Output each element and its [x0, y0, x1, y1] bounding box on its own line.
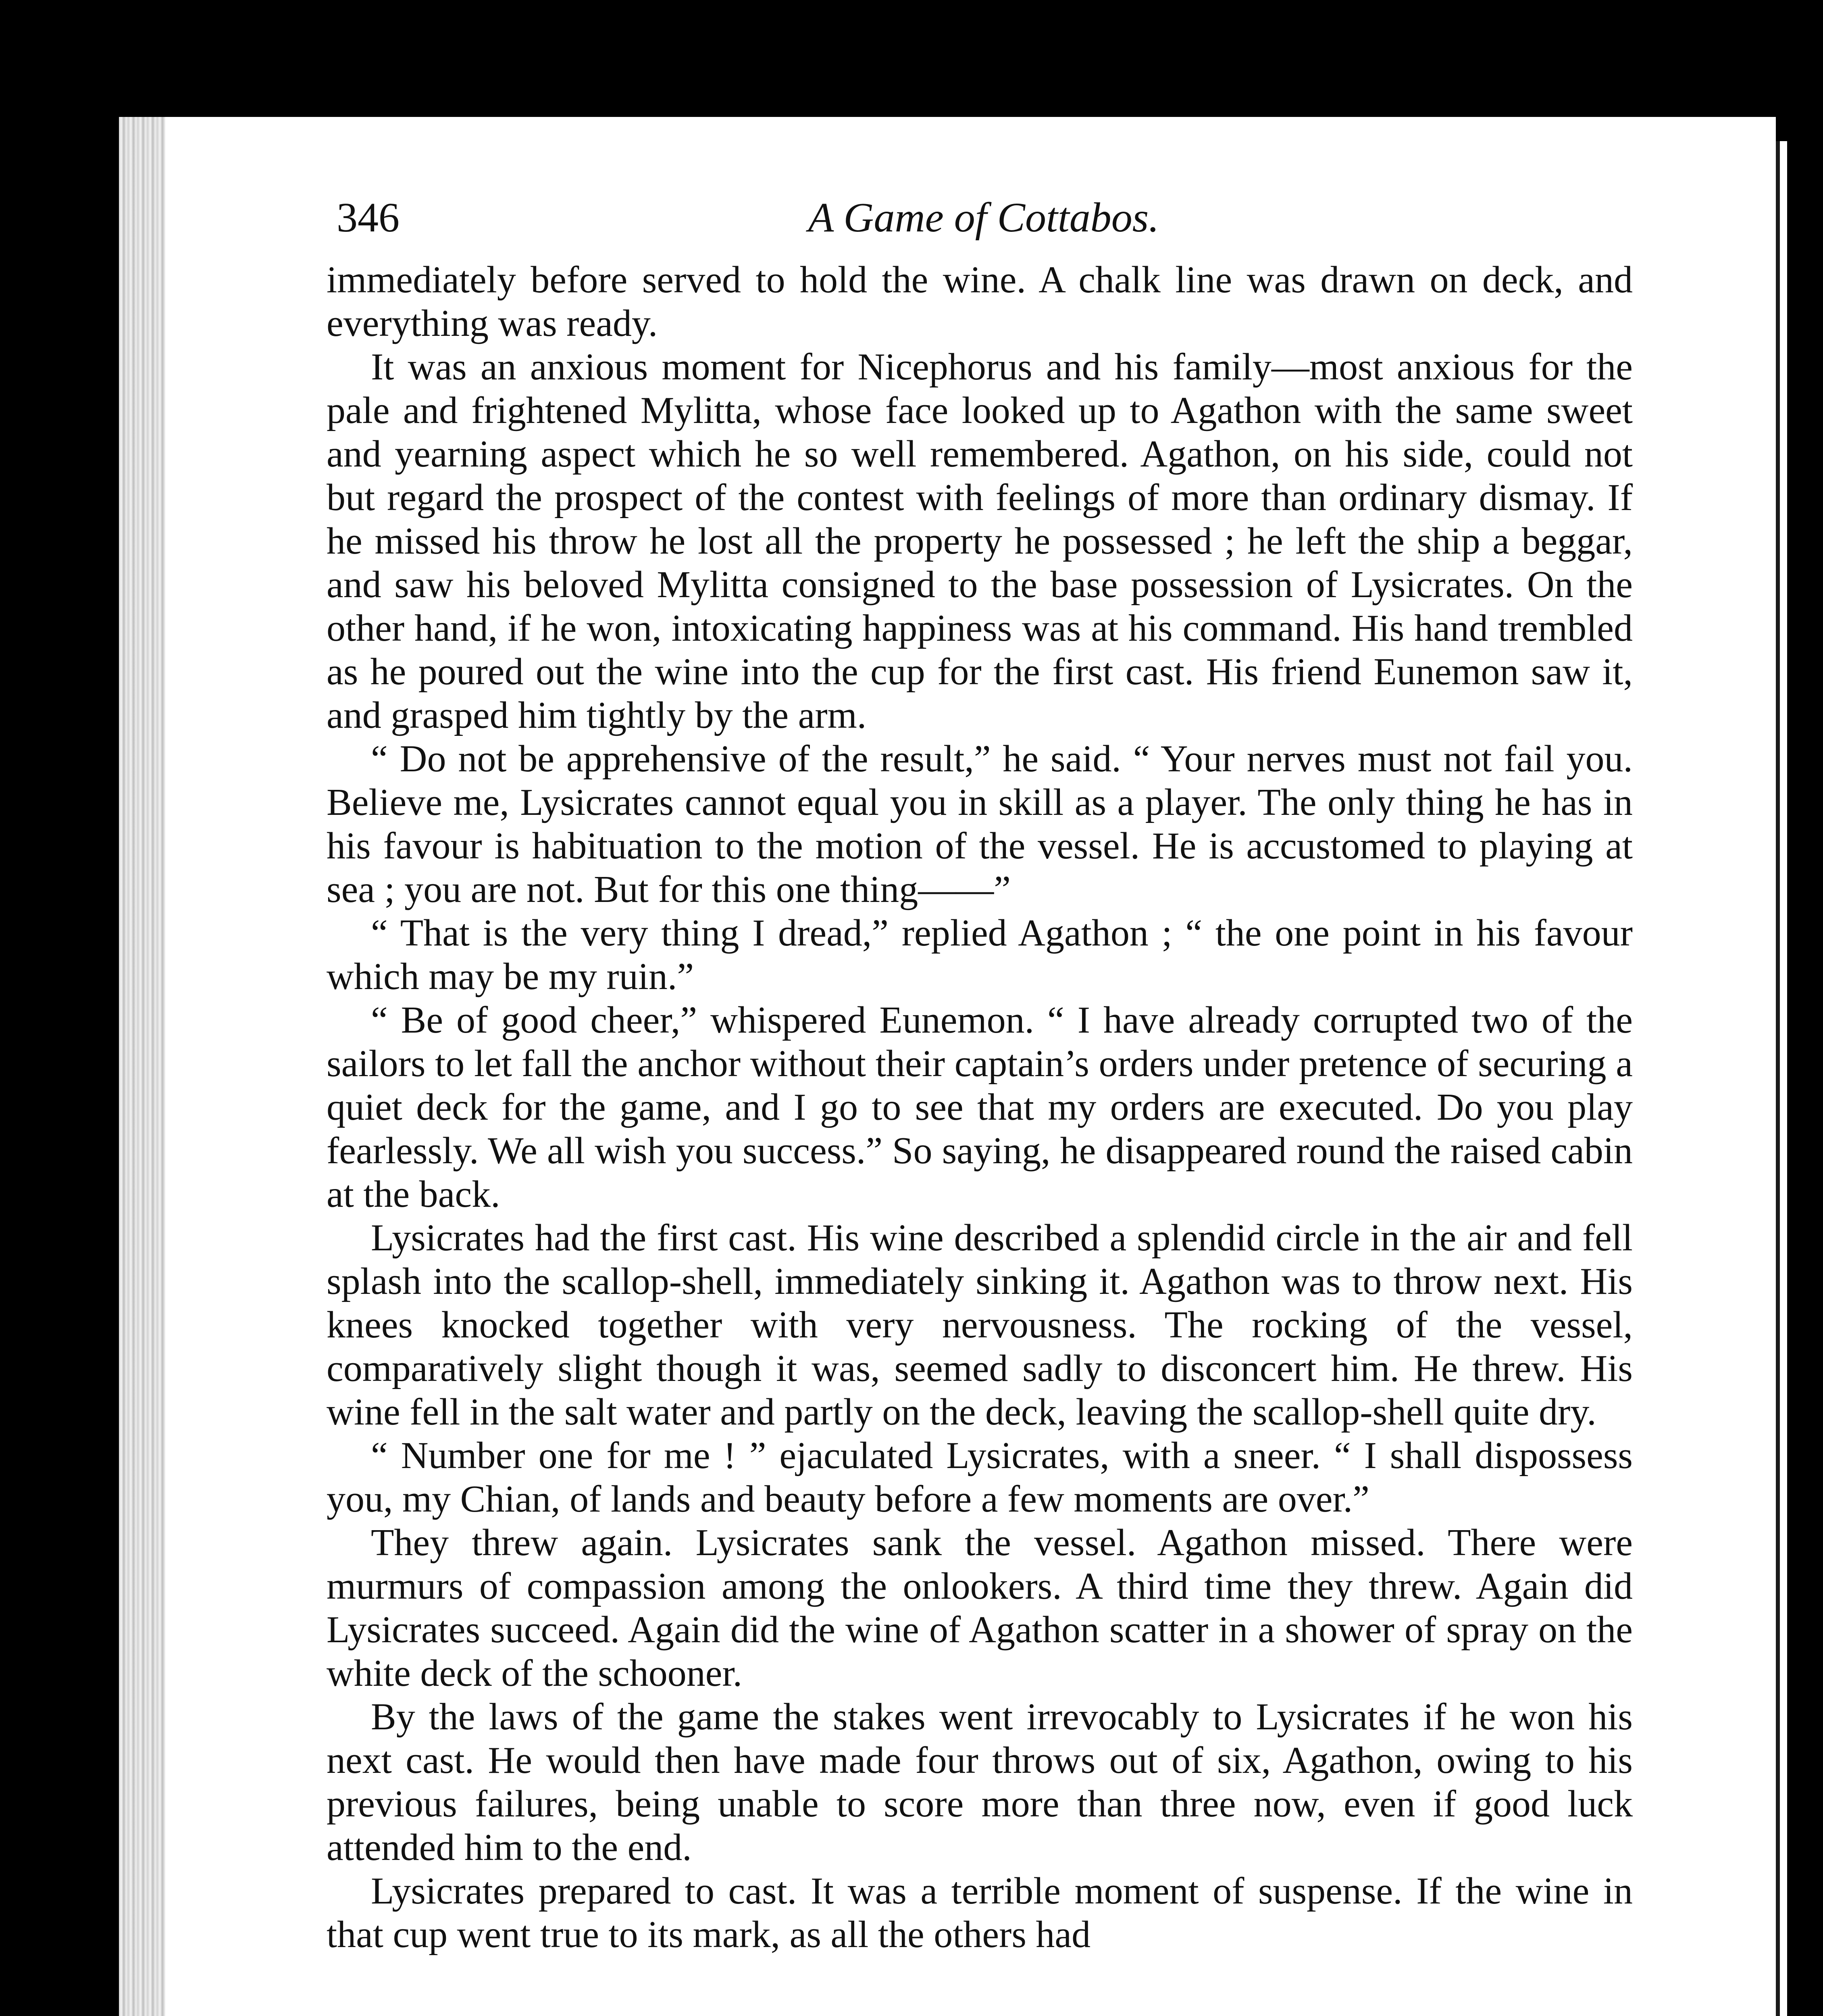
paragraph-7: “ Number one for me ! ” ejaculated Lysicrates, with a sneer. “ I shall dispossess you, my Chian, of lands and beauty before a few moments are over.”: [327, 1435, 1633, 1520]
paragraph-1: immediately before served to hold the wine. A chalk line was drawn on deck, and everything was ready.: [327, 259, 1633, 344]
running-title: A Game of Cottabos.: [808, 194, 1159, 241]
paragraph-2: It was an anxious moment for Nicephorus and his family—most anxious for the pale and frightened Mylitta, whose face looked up to Agathon with the same sweet and yearning aspect which he so well remembered. Agathon, on his side, could not but regard the prospect of the contest with feelings of more than ordinary dismay. If he missed his throw he lost all the property he possessed ; he left the ship a beggar, and saw his beloved Mylitta consigned to the base possession of Lysicrates. On the other hand, if he won, intoxicating happiness was at his command. His hand trembled as he poured out the wine into the cup for the first cast. His friend Eunemon saw it, and grasped him tightly by the arm.: [327, 346, 1633, 736]
page-number: 346: [337, 194, 400, 241]
page-gutter-edge: [119, 117, 165, 2016]
paragraph-5: “ Be of good cheer,” whispered Eunemon. “ I have already corrupted two of the sailors to let fall the anchor without their captain’s orders under pretence of securing a quiet deck for the game, and I go to see that my orders are executed. Do you play fearlessly. We all wish you success.” So saying, he disappeared round the raised cabin at the back.: [327, 999, 1633, 1215]
paragraph-6: Lysicrates had the first cast. His wine described a splendid circle in the air and fell splash into the scallop-shell, immediately sinking it. Agathon was to throw next. His knees knocked together with very nervousness. The rocking of the vessel, comparatively slight though it was, seemed sadly to disconcert him. He threw. His wine fell in the salt water and partly on the deck, leaving the scallop-shell quite dry.: [327, 1217, 1633, 1433]
facing-page-edge: [1776, 141, 1787, 2016]
body-text: [327, 258, 1633, 1956]
paragraph-8: They threw again. Lysicrates sank the vessel. Agathon missed. There were murmurs of compassion among the onlookers. A third time they threw. Again did Lysicrates succeed. Again did the wine of Agathon scatter in a shower of spray on the white deck of the schooner.: [327, 1522, 1633, 1694]
running-head: [337, 190, 1631, 246]
paragraph-4: “ That is the very thing I dread,” replied Agathon ; “ the one point in his favour which may be my ruin.”: [327, 912, 1633, 998]
paragraph-3: “ Do not be apprehensive of the result,” he said. “ Your nerves must not fail you. Believe me, Lysicrates cannot equal you in skill as a player. The only thing he has in his favour is habituation to the motion of the vessel. He is accustomed to playing at sea ; you are not. But for this one thing——”: [327, 738, 1633, 910]
paragraph-10: Lysicrates prepared to cast. It was a terrible moment of suspense. If the wine in that cup went true to its mark, as all the others had: [327, 1870, 1633, 1956]
paragraph-9: By the laws of the game the stakes went irrevocably to Lysicrates if he won his next cast. He would then have made four throws out of six, Agathon, owing to his previous failures, being unable to score more than three now, even if good luck attended him to the end.: [327, 1696, 1633, 1868]
